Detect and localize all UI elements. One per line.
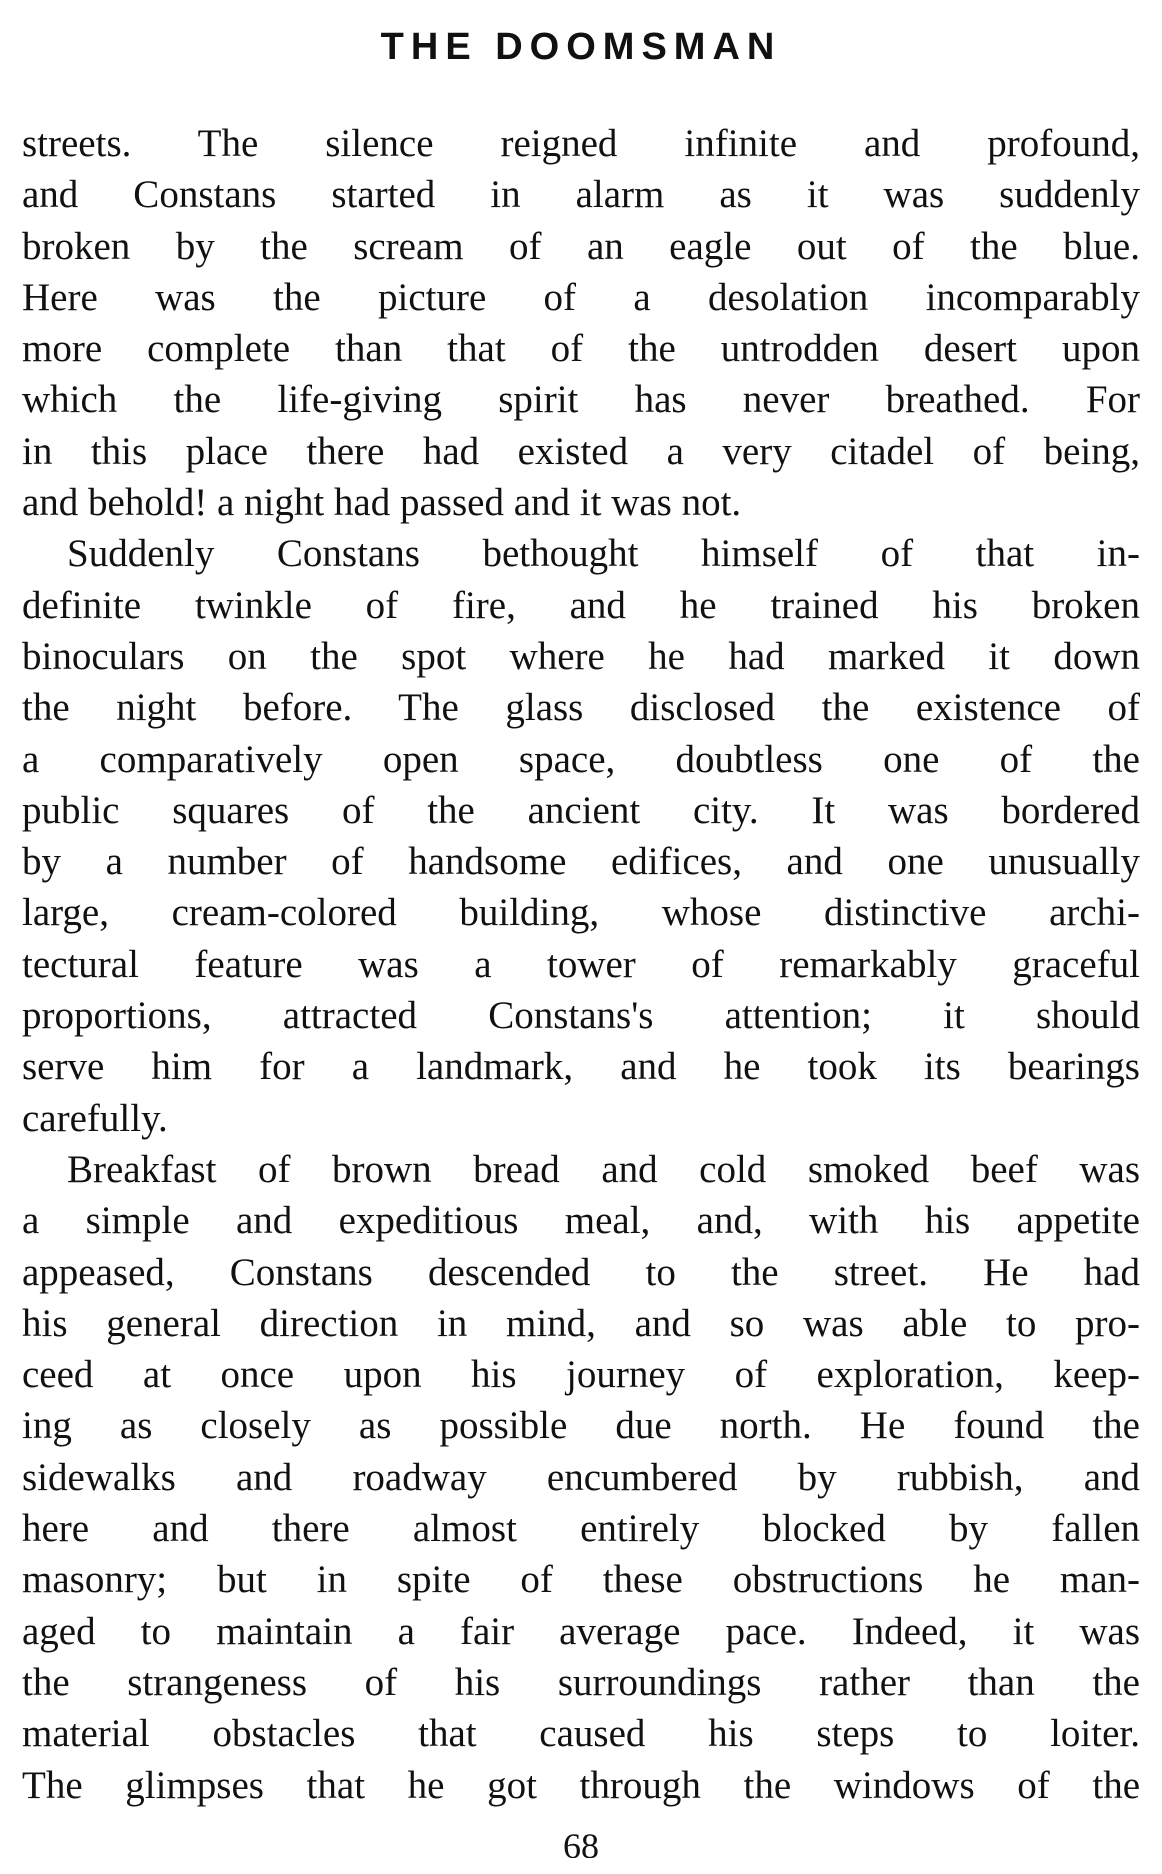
text-line: Suddenly Constans bethought himself of that in-	[67, 532, 1140, 576]
body-text	[22, 118, 1140, 1811]
text-line: large, cream-colored building, whose distinctive archi-	[22, 891, 1140, 935]
text-line: serve him for a landmark, and he took its bearings	[22, 1045, 1140, 1089]
text-line: more complete than that of the untrodden desert upon	[22, 327, 1140, 371]
text-line: material obstacles that caused his steps to loiter.	[22, 1712, 1140, 1756]
text-line: his general direction in mind, and so was able to pro-	[22, 1301, 1140, 1345]
text-line: ing as closely as possible due north. He found the	[22, 1404, 1140, 1448]
text-line: by a number of handsome edifices, and one unusually	[22, 840, 1140, 884]
text-line: tectural feature was a tower of remarkably graceful	[22, 942, 1140, 986]
book-page	[22, 18, 1140, 1858]
text-line: proportions, attracted Constans's attention; it should	[22, 994, 1140, 1038]
text-line: and behold! a night had passed and it was not.	[22, 481, 742, 525]
text-line: ceed at once upon his journey of exploration, keep-	[22, 1353, 1140, 1397]
text-line: the night before. The glass disclosed the existence of	[22, 686, 1140, 730]
text-line: streets. The silence reigned infinite and profound,	[22, 122, 1140, 165]
text-line: sidewalks and roadway encumbered by rubbish, and	[22, 1455, 1140, 1499]
text-line: Breakfast of brown bread and cold smoked beef was	[67, 1147, 1140, 1191]
text-line: aged to maintain a fair average pace. Indeed, it was	[22, 1609, 1140, 1653]
text-line: definite twinkle of fire, and he trained his broken	[22, 583, 1140, 627]
text-line: The glimpses that he got through the windows of the	[22, 1763, 1140, 1807]
text-line: a comparatively open space, doubtless one of the	[22, 737, 1140, 781]
text-line: in this place there had existed a very citadel of being,	[22, 429, 1140, 473]
text-line: which the life-giving spirit has never breathed. For	[22, 378, 1140, 422]
text-line: carefully.	[22, 1096, 168, 1140]
page-number: 68	[563, 1826, 599, 1858]
text-line: Here was the picture of a desolation incomparably	[22, 275, 1140, 319]
text-line: the strangeness of his surroundings rather than the	[22, 1660, 1140, 1704]
text-line: binoculars on the spot where he had marked it down	[22, 634, 1140, 678]
text-line: here and there almost entirely blocked by fallen	[22, 1507, 1140, 1551]
text-line: appeased, Constans descended to the street. He had	[22, 1250, 1140, 1294]
text-line: a simple and expeditious meal, and, with his appetite	[22, 1199, 1140, 1243]
text-line: public squares of the ancient city. It was bordered	[22, 788, 1140, 832]
text-line: and Constans started in alarm as it was suddenly	[22, 173, 1140, 217]
text-line: masonry; but in spite of these obstructions he man-	[22, 1558, 1140, 1602]
running-head: THE DOOMSMAN	[380, 26, 782, 68]
text-line: broken by the scream of an eagle out of the blue.	[22, 224, 1140, 268]
